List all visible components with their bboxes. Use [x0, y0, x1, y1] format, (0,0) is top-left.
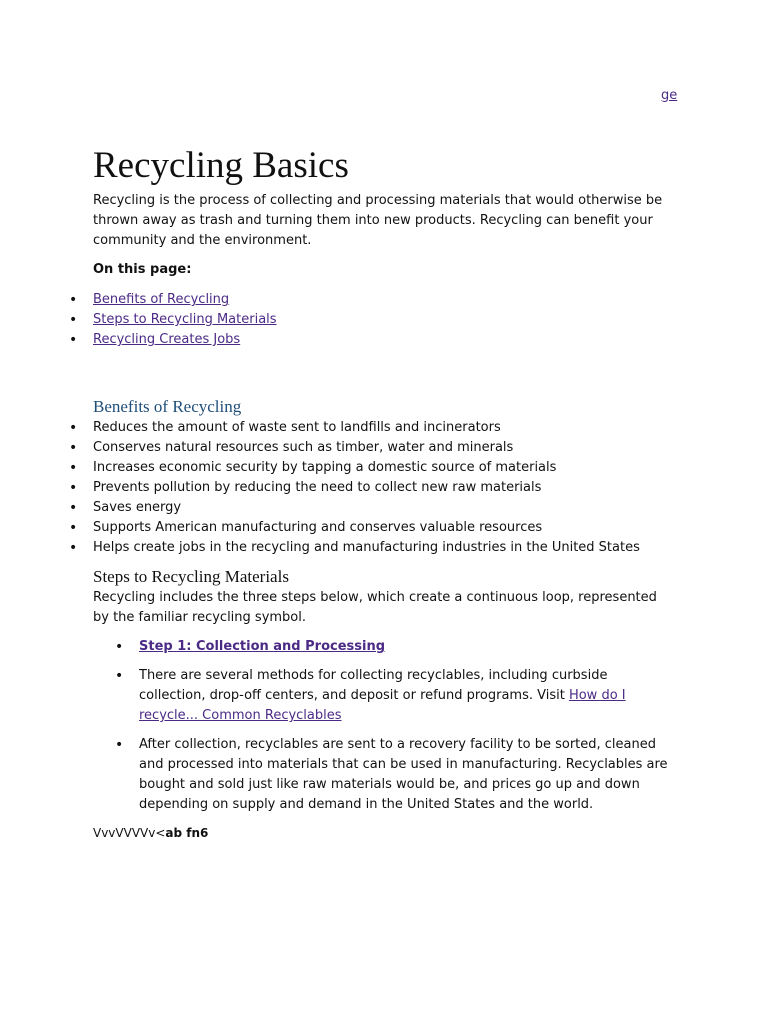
benefit-item: • Reduces the amount of waste sent to landfills and incinerators: [93, 418, 668, 438]
steps-heading: Steps to Recycling Materials: [93, 567, 289, 586]
toc-link-benefits[interactable]: Benefits of Recycling: [93, 292, 230, 307]
footer-text-normal: VvvVVVVv<: [93, 826, 166, 840]
benefit-item: • Increases economic security by tapping a domestic source of materials: [93, 458, 668, 478]
step-item: • After collection, recyclables are sent to a recovery facility to be sorted, cleaned and processed into materials that can be used in manufacturing. Recyclables are bought and sold just like raw materials would be, and prices go up and down depending on supply and demand in the United States and the world.: [139, 735, 668, 815]
benefits-heading: Benefits of Recycling: [93, 397, 242, 416]
methods-text: There are several methods for collecting recyclables, including curbside collection, drop-off centers, and deposit or refund programs. Visit: [139, 668, 608, 703]
on-this-page-label: On this page:: [93, 262, 192, 277]
intro-paragraph: Recycling is the process of collecting and processing materials that would otherwise be thrown away as trash and turning them into new products. Recycling can benefit your community and the environment.: [93, 193, 663, 248]
steps-intro-paragraph: Recycling includes the three steps below, which create a continuous loop, represented by the familiar recycling symbol.: [93, 590, 657, 625]
step1-link[interactable]: Step 1: Collection and Processing: [139, 639, 386, 654]
toc-item: [93, 330, 668, 350]
benefit-item: • Supports American manufacturing and conserves valuable resources: [93, 518, 668, 538]
step-item: [139, 666, 668, 726]
page-title: Recycling Basics: [93, 145, 349, 186]
step-item: [139, 637, 668, 657]
benefit-item: • Helps create jobs in the recycling and manufacturing industries in the United States: [93, 538, 668, 558]
common-recyclables-link[interactable]: How do I recycle... Common Recyclables: [139, 688, 626, 723]
toc-item: [93, 290, 668, 310]
toc-item: [93, 310, 668, 330]
benefits-list: [93, 418, 668, 558]
top-link[interactable]: ge: [661, 88, 678, 103]
benefit-item: • Prevents pollution by reducing the need to collect new raw materials: [93, 478, 668, 498]
footer-text: [93, 824, 668, 842]
document-content: [93, 144, 668, 842]
benefit-item: • Conserves natural resources such as timber, water and minerals: [93, 438, 668, 458]
toc-link-steps[interactable]: Steps to Recycling Materials: [93, 312, 277, 327]
steps-list: [139, 637, 668, 815]
toc-link-jobs[interactable]: Recycling Creates Jobs: [93, 332, 241, 347]
benefit-item: • Saves energy: [93, 498, 668, 518]
footer-text-bold: ab fn6: [165, 826, 209, 840]
toc-list: [93, 290, 668, 350]
